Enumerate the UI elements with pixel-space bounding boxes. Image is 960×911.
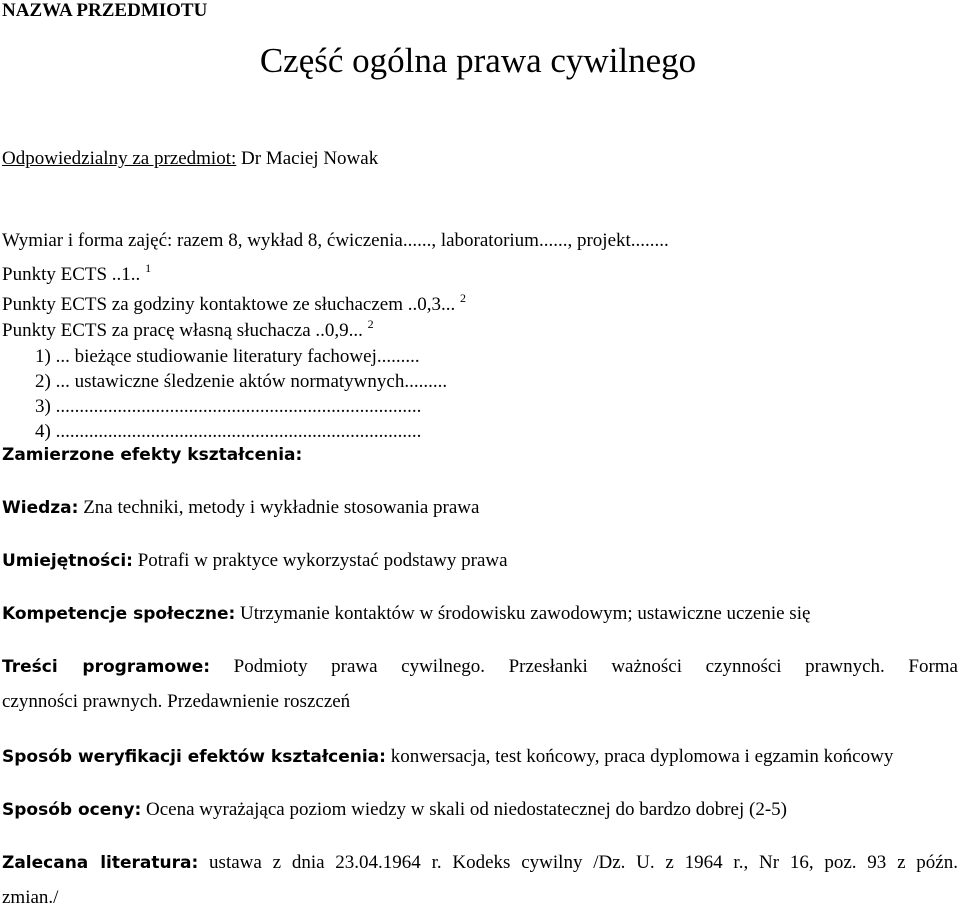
competences-label: Kompetencje społeczne: [2, 604, 236, 624]
knowledge-line [2, 497, 479, 519]
skills-label: Umiejętności: [2, 551, 133, 571]
literature-line-1 [2, 852, 958, 874]
verification-line [2, 746, 893, 768]
responsible-value: Dr Maciej Nowak [236, 148, 379, 169]
list-item: 4) ............................................................................. [35, 421, 422, 442]
literature-label: Zalecana literatura: [2, 853, 199, 873]
verification-value: konwersacja, test końcowy, praca dyplomowa i egzamin końcowy [385, 746, 894, 767]
subject-heading: NAZWA PRZEDMIOTU [2, 0, 208, 21]
knowledge-label: Wiedza: [2, 498, 79, 518]
ects-total: Punkty ECTS ..1.. $^1$ [2, 261, 152, 285]
ects-contact: Punkty ECTS za godziny kontaktowe ze słuchaczem ..0,3... $^2$ [2, 291, 467, 315]
grading-value: Ocena wyrażająca poziom wiedzy w skali od niedostatecznej do bardzo dobrej (2-5) [141, 799, 787, 820]
list-item: 2) ... ustawiczne śledzenie aktów normatywnych......... [35, 371, 448, 392]
content-label: Treści programowe: [2, 657, 211, 677]
literature-line-2: zmian./ [2, 887, 59, 908]
competences-value: Utrzymanie kontaktów w środowisku zawodowym; ustawiczne uczenie się [235, 603, 811, 624]
course-title: Część ogólna prawa cywilnego [259, 41, 697, 80]
ects-own-work: Punkty ECTS za pracę własną słuchacza ..0,9... $^2$ [2, 317, 374, 341]
footnote-1: 1 [145, 261, 152, 275]
skills-line [2, 550, 508, 572]
knowledge-value: Zna techniki, metody i wykładnie stosowania prawa [78, 497, 480, 518]
grading-line [2, 799, 787, 821]
footnote-2b: 2 [367, 317, 374, 331]
outcomes-heading: Zamierzone efekty kształcenia: [2, 445, 303, 465]
list-item: 1) ... bieżące studiowanie literatury fachowej......... [35, 346, 420, 367]
responsible-label: Odpowiedzialny za przedmiot: [2, 148, 237, 169]
literature-value: ustawa z dnia 23.04.1964 r. Kodeks cywilny /Dz. U. z 1964 r., Nr 16, poz. 93 z późn. [198, 852, 958, 873]
content-value: Podmioty prawa cywilnego. Przesłanki ważności czynności prawnych. Forma [210, 656, 958, 677]
scope-line: Wymiar i forma zajęć: razem 8, wykład 8, ćwiczenia......, laboratorium......, projekt........ [2, 230, 669, 251]
verification-label: Sposób weryfikacji efektów kształcenia: [2, 747, 386, 767]
footnote-2: 2 [460, 291, 467, 305]
list-item: 3) ............................................................................. [35, 396, 422, 417]
responsible-line [2, 148, 378, 170]
content-line-1 [2, 656, 958, 678]
content-line-2: czynności prawnych. Przedawnienie roszczeń [2, 691, 351, 712]
grading-label: Sposób oceny: [2, 800, 142, 820]
competences-line [2, 603, 810, 625]
skills-value: Potrafi w praktyce wykorzystać podstawy prawa [132, 550, 508, 571]
